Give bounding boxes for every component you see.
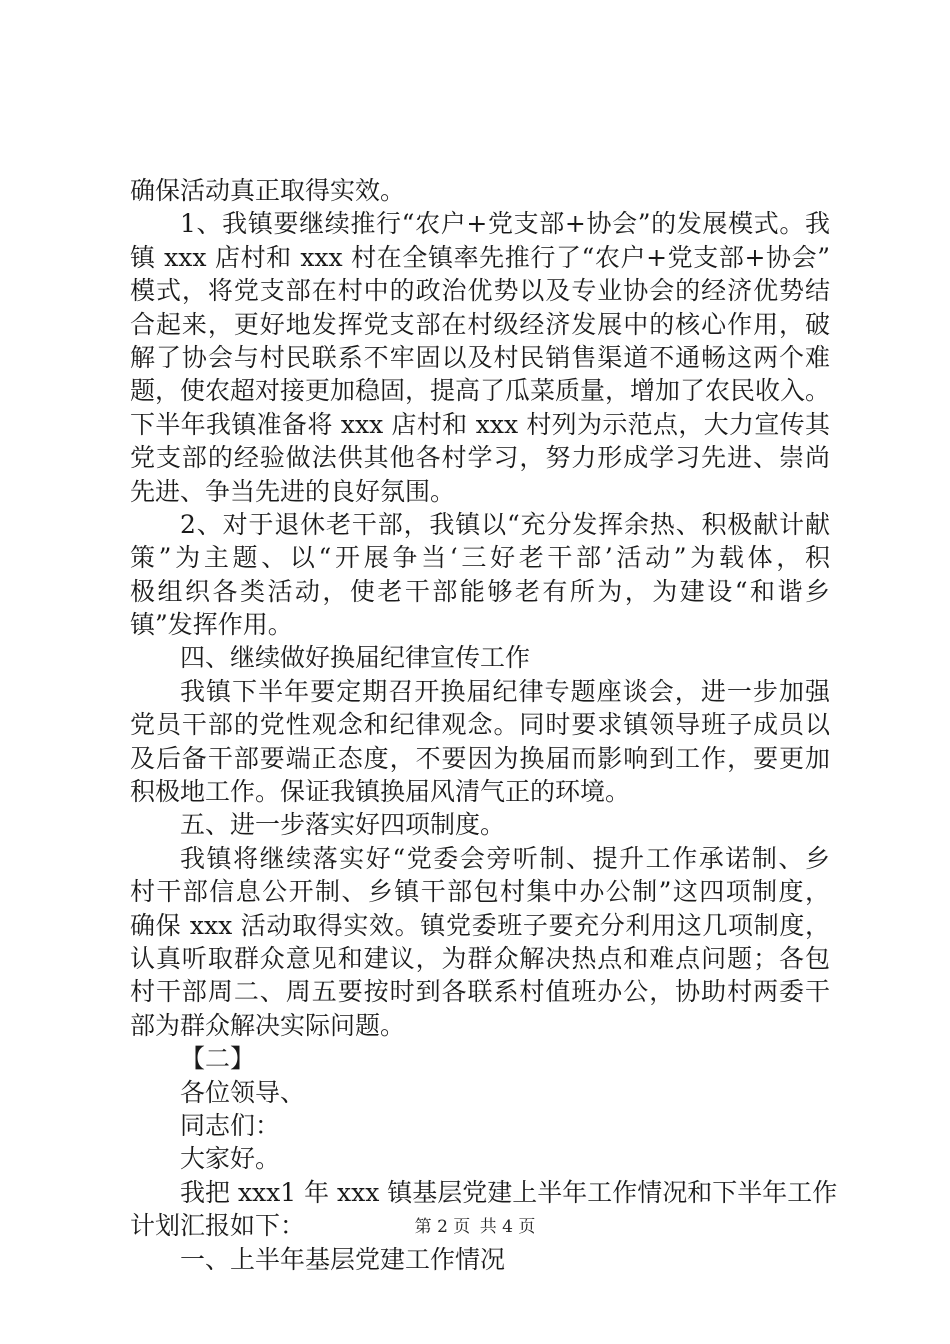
text-line: 合起来，更好地发挥党支部在村级经济发展中的核心作用，破: [130, 309, 830, 339]
text-line: 四、继续做好换届纪律宣传工作: [180, 643, 531, 673]
text-line: 部为群众解决实际问题。: [130, 1010, 406, 1040]
text-line: 确保活动真正取得实效。: [130, 176, 406, 205]
text-line: 1、我镇要继续推行“农户+党支部+协会”的发展模式。我: [180, 209, 830, 239]
text-line: 村干部信息公开制、乡镇干部包村集中办公制”这四项制度，: [130, 877, 830, 907]
text-line: 认真听取群众意见和建议，为群众解决热点和难点问题；各包: [130, 943, 830, 973]
text-line: 镇”发挥作用。: [130, 610, 293, 640]
text-line: 【二】: [180, 1044, 256, 1074]
text-line: 2、对于退休老干部，我镇以“充分发挥余热、积极献计献: [180, 509, 830, 539]
document-body: [130, 174, 838, 1276]
text-line: 党支部的经验做法供其他各村学习，努力形成学习先进、崇尚: [130, 443, 830, 473]
text-line: 各位领导、: [180, 1077, 306, 1107]
text-line: 模式，将党支部在村中的政治优势以及专业协会的经济优势结: [130, 276, 830, 306]
text-line: 我镇将继续落实好“党委会旁听制、提升工作承诺制、乡: [180, 843, 830, 873]
text-line: 大家好。: [180, 1144, 281, 1174]
text-line: 极组织各类活动，使老干部能够老有所为，为建设“和谐乡: [130, 576, 830, 606]
text-line: 积极地工作。保证我镇换届风清气正的环境。: [130, 777, 631, 807]
text-line: 我把 xxx1 年 xxx 镇基层党建上半年工作情况和下半年工作: [180, 1177, 838, 1207]
page-number: 第 2 页: [414, 1217, 471, 1237]
text-line: 五、进一步落实好四项制度。: [180, 810, 506, 840]
text-line: 确保 xxx 活动取得实效。镇党委班子要充分利用这几项制度，: [130, 910, 830, 940]
page-total: 共 4 页: [479, 1217, 536, 1237]
text-line: 镇 xxx 店村和 xxx 村在全镇率先推行了“农户+党支部+协会”: [130, 242, 830, 272]
page-footer: [0, 1216, 950, 1238]
text-line: 下半年我镇准备将 xxx 店村和 xxx 村列为示范点，大力宣传其: [130, 409, 830, 439]
text-line: 同志们：: [180, 1110, 281, 1140]
text-line: 村干部周二、周五要按时到各联系村值班办公，协助村两委干: [130, 977, 830, 1007]
text-line: 解了协会与村民联系不牢固以及村民销售渠道不通畅这两个难: [130, 342, 830, 372]
text-line: 及后备干部要端正态度，不要因为换届而影响到工作，要更加: [130, 743, 830, 773]
text-line: 先进、争当先进的良好氛围。: [130, 476, 456, 506]
text-line: 一、上半年基层党建工作情况: [180, 1244, 506, 1274]
text-line: 计划汇报如下：: [130, 1211, 306, 1241]
text-line: 题，使农超对接更加稳固，提高了瓜菜质量，增加了农民收入。: [130, 376, 831, 406]
text-line: 我镇下半年要定期召开换届纪律专题座谈会，进一步加强: [180, 676, 830, 706]
text-line: 策”为主题、以“开展争当‘三好老干部’活动”为载体，积: [130, 543, 830, 573]
text-line: 党员干部的党性观念和纪律观念。同时要求镇领导班子成员以: [130, 710, 830, 740]
